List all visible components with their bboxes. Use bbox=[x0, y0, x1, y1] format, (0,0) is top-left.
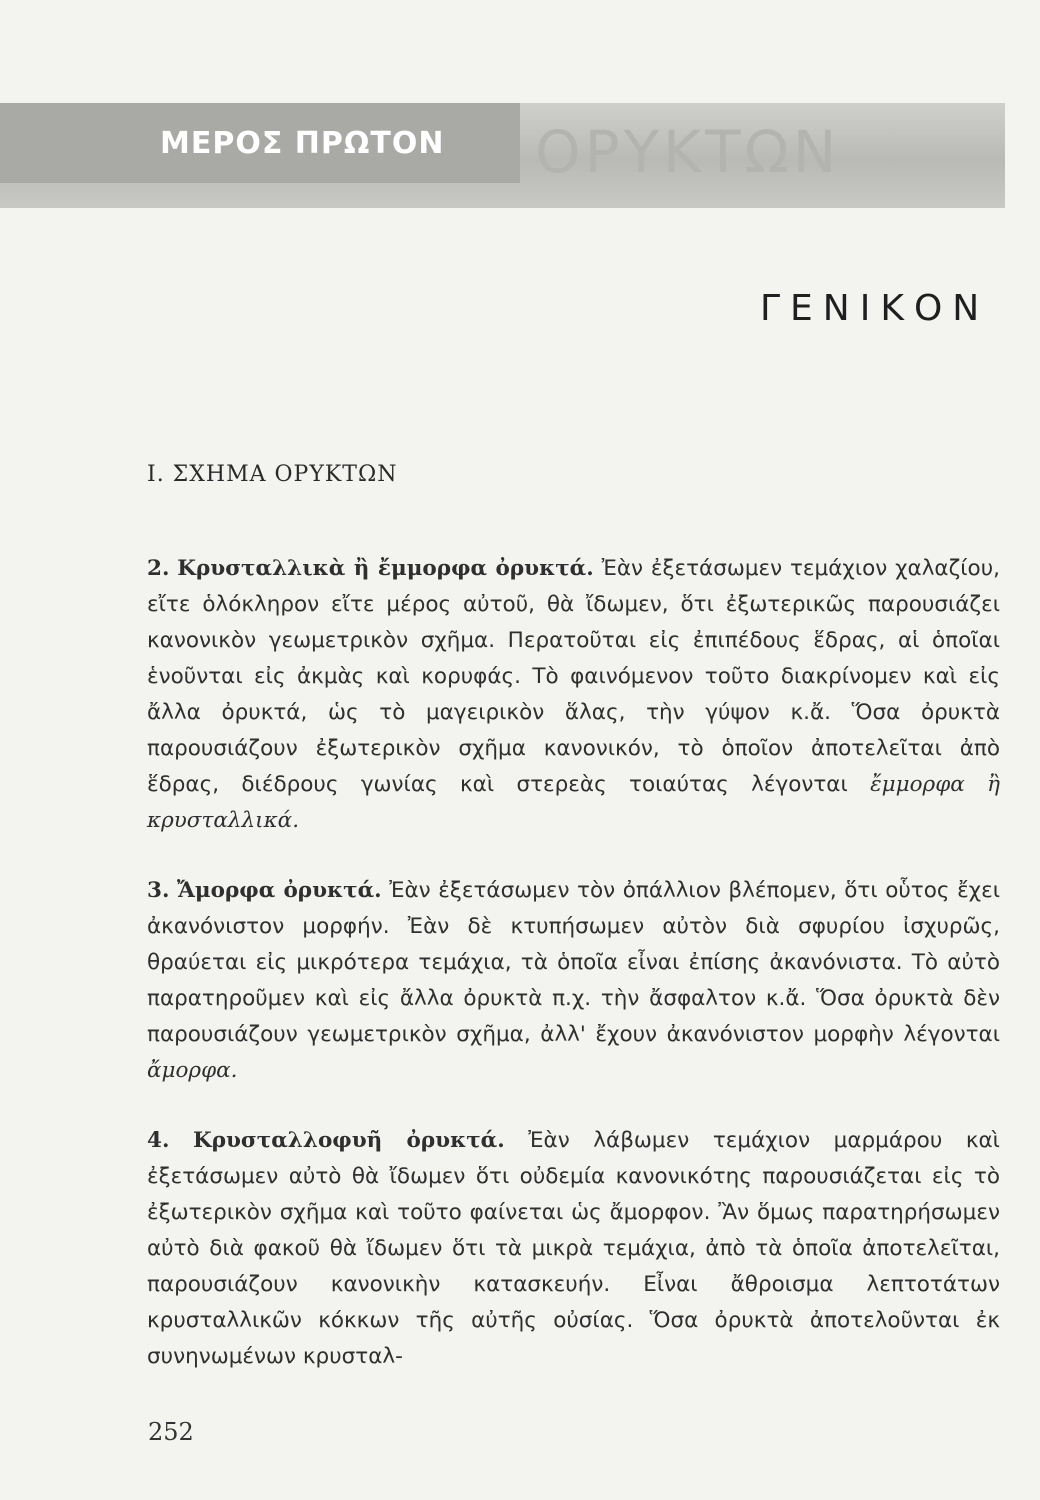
paragraph-number: 2. bbox=[147, 556, 170, 581]
paragraph-4 bbox=[147, 1123, 1000, 1375]
paragraph-italic-term: ἔμμορφα ἢ κρυσταλλικά. bbox=[147, 772, 1000, 833]
banner-ghost-text: ΟΡΥΚΤΩΝ bbox=[535, 118, 841, 186]
paragraph-3 bbox=[147, 873, 1000, 1089]
paragraph-text: Ἐὰν λάβωμεν τεμάχιον μαρμάρου καὶ ἐξετάσωμεν αὐτὸ θὰ ἴδωμεν ὅτι οὐδεμία κανονικότης παρουσιάζεται εἰς τὸ ἐξωτερικὸν σχῆμα καὶ τοῦτο φαίνεται ὡς ἄμορφον. Ἂν ὅμως παρατηρήσωμεν αὐτὸ διὰ φακοῦ θὰ ἴδωμεν ὅτι τὰ μικρὰ τεμάχια, ἀπὸ τὰ ὁποῖα ἀποτελεῖται, παρουσιάζουν κανονικὴν κατασκευήν. Εἶναι ἄθροισμα λεπτοτάτων κρυσταλλικῶν κόκκων τῆς αὐτῆς οὐσίας. Ὅσα ὀρυκτὰ ἀποτελοῦνται ἐκ συνηνωμένων κρυσταλ- bbox=[147, 1128, 1000, 1369]
paragraph-number: 4. bbox=[147, 1128, 170, 1153]
page-number: 252 bbox=[148, 1418, 194, 1446]
chapter-title: Ι. ΣΧΗΜΑ ΟΡΥΚΤΩΝ bbox=[147, 462, 398, 487]
paragraph-heading: Κρυσταλλοφυῆ ὀρυκτά. bbox=[193, 1128, 505, 1153]
banner-title: ΜΕΡΟΣ ΠΡΩΤΟΝ bbox=[160, 126, 445, 161]
paragraph-heading: Κρυσταλλικὰ ἢ ἔμμορφα ὀρυκτά. bbox=[177, 556, 594, 581]
paragraph-heading: Ἄμορφα ὀρυκτά. bbox=[177, 878, 382, 903]
paragraph-number: 3. bbox=[147, 878, 170, 903]
paragraph-text: Ἐὰν ἐξετάσωμεν τεμάχιον χαλαζίου, εἴτε ὁλόκληρον εἴτε μέρος αὐτοῦ, θὰ ἴδωμεν, ὅτι ἐξωτερικῶς παρουσιάζει κανονικὸν γεωμετρικὸν σχῆμα. Περατοῦται εἰς ἐπιπέδους ἕδρας, αἱ ὁποῖαι ἑνοῦνται εἰς ἀκμὰς καὶ κορυφάς. Τὸ φαινόμενον τοῦτο διακρίνομεν καὶ εἰς ἄλλα ὀρυκτά, ὡς τὸ μαγειρικὸν ἅλας, τὴν γύψον κ.ἄ. Ὅσα ὀρυκτὰ παρουσιάζουν ἐξωτερικὸν σχῆμα κανονικόν, τὸ ὁποῖον ἀποτελεῖται ἀπὸ ἕδρας, διέδρους γωνίας καὶ στερεὰς τοιαύτας λέγονται bbox=[147, 556, 1000, 797]
paragraph-italic-term: ἄμορφα. bbox=[147, 1058, 238, 1083]
paragraph-2 bbox=[147, 551, 1000, 839]
paragraph-text: Ἐὰν ἐξετάσωμεν τὸν ὀπάλλιον βλέπομεν, ὅτι οὗτος ἔχει ἀκανόνιστον μορφήν. Ἐὰν δὲ κτυπήσωμεν αὐτὸν διὰ σφυρίου ἰσχυρῶς, θραύεται εἰς μικρότερα τεμάχια, τὰ ὁποῖα εἶναι ἐπίσης ἀκανόνιστα. Τὸ αὐτὸ παρατηροῦμεν καὶ εἰς ἄλλα ὀρυκτὰ π.χ. τὴν ἄσφαλτον κ.ἄ. Ὅσα ὀρυκτὰ δὲν παρουσιάζουν γεωμετρικὸν σχῆμα, ἀλλ' ἔχουν ἀκανόνιστον μορφὴν λέγονται bbox=[147, 878, 1001, 1047]
part-title: ΓΕΝΙΚΟΝ bbox=[760, 288, 990, 329]
